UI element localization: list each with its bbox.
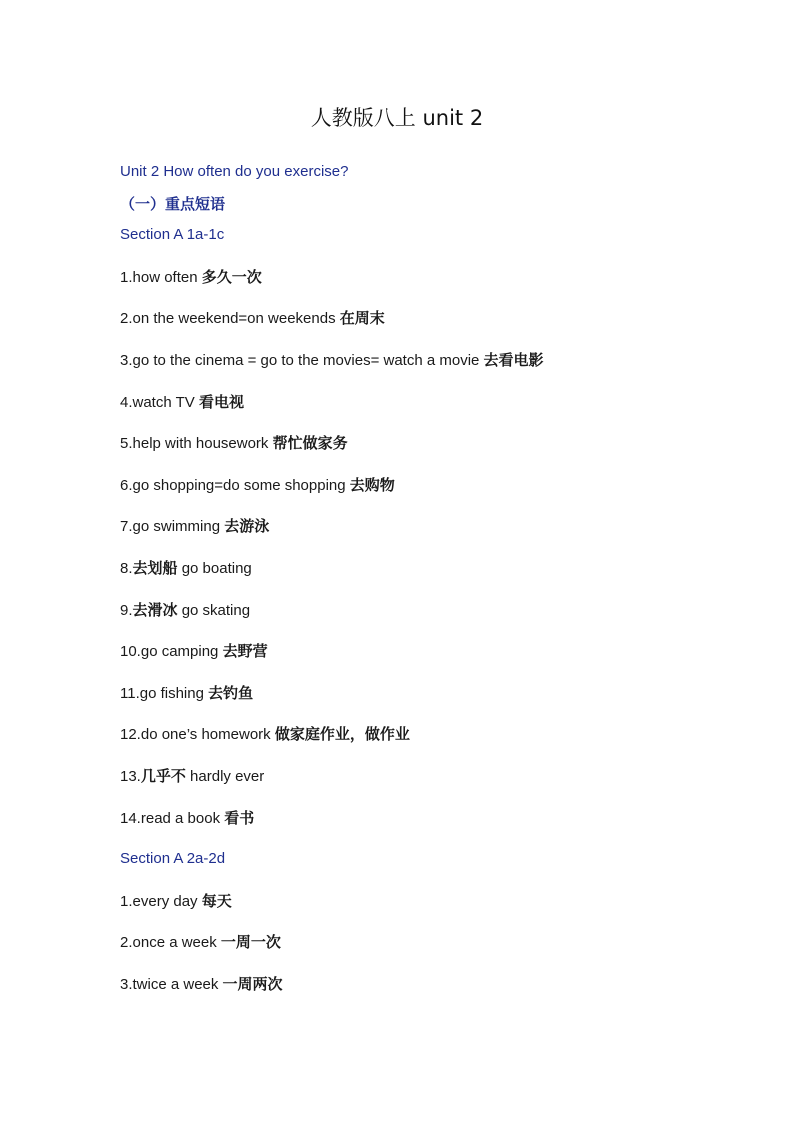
phrase-cn: 去游泳 — [224, 517, 270, 535]
phrase-item — [120, 683, 253, 704]
phrase-item — [120, 600, 250, 621]
phrase-en: 14.read a book — [120, 810, 225, 827]
phrase-item — [120, 641, 268, 662]
phrase-en: 3.go to the cinema = go to the movies= watch a movie — [120, 352, 484, 369]
phrase-cn: 去滑冰 — [132, 601, 178, 619]
phrase-en: 2.on the weekend=on weekends — [120, 310, 340, 327]
phrase-cn: 在周末 — [339, 309, 385, 327]
phrase-item — [120, 267, 262, 288]
phrase-en: 9. — [120, 602, 133, 619]
phrase-cn: 去钓鱼 — [208, 684, 254, 702]
phrase-item — [120, 433, 348, 454]
phrase-cn: 去野营 — [222, 642, 268, 660]
phrase-item — [120, 308, 385, 329]
phrase-item — [120, 974, 283, 995]
phrase-item — [120, 932, 281, 953]
phrase-item — [120, 891, 232, 912]
phrase-cn: 多久一次 — [201, 268, 262, 286]
phrase-cn: 去划船 — [132, 559, 178, 577]
phrase-item — [120, 808, 254, 829]
unit-heading: Unit 2 How often do you exercise? — [120, 163, 349, 180]
phrase-en: 6.go shopping=do some shopping — [120, 477, 350, 494]
phrase-item — [120, 516, 269, 537]
phrase-en: 11.go fishing — [120, 685, 209, 702]
phrase-en: 8. — [120, 560, 133, 577]
phrase-cn: 看书 — [224, 809, 255, 827]
phrase-en: 4.watch TV — [120, 394, 199, 411]
phrase-cn: 一周一次 — [220, 933, 281, 951]
phrase-cn: 做家庭作业，做作业 — [274, 725, 410, 743]
document-title: 人教版八上 unit 2 — [310, 106, 484, 130]
phrase-item — [120, 558, 252, 579]
key-phrases-heading: （一）重点短语 — [120, 195, 226, 213]
phrase-en: 5.help with housework — [120, 435, 273, 452]
phrase-item — [120, 392, 244, 413]
phrase-cn: 一周两次 — [222, 975, 283, 993]
section-a-2-heading: Section A 2a-2d — [120, 850, 226, 867]
phrase-en: 1.every day — [120, 893, 202, 910]
phrase-en-after: go boating — [177, 560, 252, 577]
phrase-en: 3.twice a week — [120, 976, 223, 993]
phrase-cn: 去购物 — [349, 476, 395, 494]
phrase-cn: 几乎不 — [140, 767, 186, 785]
phrase-en: 13. — [120, 768, 141, 785]
phrase-item — [120, 350, 544, 371]
phrase-en: 12.do one’s homework — [120, 726, 275, 743]
phrase-en-after: go skating — [177, 602, 251, 619]
phrase-item — [120, 766, 264, 787]
phrase-item — [120, 724, 410, 745]
section-a-1-heading: Section A 1a-1c — [120, 226, 225, 243]
phrase-en: 1.how often — [120, 269, 202, 286]
phrase-cn: 每天 — [201, 892, 232, 910]
phrase-en: 7.go swimming — [120, 518, 225, 535]
phrase-en-after: hardly ever — [185, 768, 265, 785]
phrase-en: 2.once a week — [120, 934, 221, 951]
phrase-cn: 去看电影 — [483, 351, 544, 369]
phrase-en: 10.go camping — [120, 643, 223, 660]
phrase-item — [120, 475, 395, 496]
phrase-cn: 帮忙做家务 — [272, 434, 348, 452]
phrase-cn: 看电视 — [198, 393, 244, 411]
